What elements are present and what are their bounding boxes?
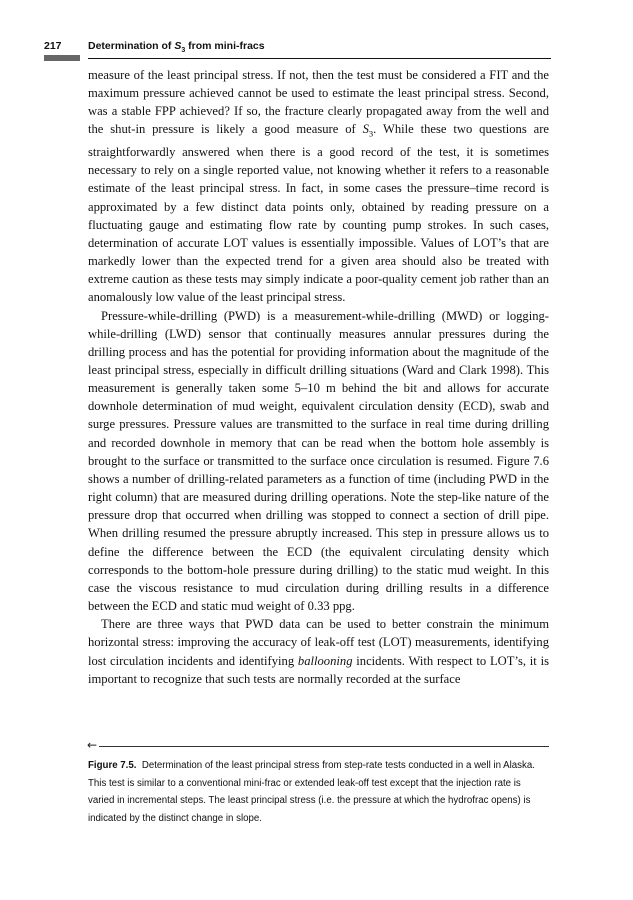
- paragraph-3-text-b: incidents. With respect to LOT’s, it is important to recognize that such tests are normally recorded at the surface: [88, 653, 549, 686]
- header-tab-bar: [44, 55, 80, 61]
- running-header: [44, 40, 551, 54]
- paragraph-2: Pressure-while-drilling (PWD) is a measurement-while-drilling (MWD) or logging-while-drilling (LWD) sensor that continually measures annular pressures during the drilling process and has the potential for providing information about the magnitude of the least principal stress, especially in difficult drilling situations (Ward and Clark 1998). This measurement is generally taken some 5–10 m behind the bit and allows for accurate downhole determination of mud weight, equivalent circulation density (ECD), swab and surge pressures. Pressure values are transmitted to the surface in real time during drilling and recorded downhole in memory that can be read when the bottom hole assembly is brought to the surface or transmitted to the surface once circulation is resumed. Figure 7.6 shows a number of drilling-related parameters as a function of time (including PWD in the right column) that are measured during drilling operations. Note the step-like nature of the pressure drop that occurred when drilling was stopped to connect a section of drill pipe. When drilling resumed the pressure abruptly increased. This step in pressure allows us to define the difference between the ECD (the equivalent circulating density which corresponds to the bottom-hole pressure during drilling) to the static mud weight. In this case the viscous resistance to mud circulation during drilling results in a difference between the ECD and static mud weight of 0.33 ppg.: [88, 308, 549, 614]
- figure-label: Figure 7.5.: [88, 760, 137, 771]
- paragraph-1-text-a: measure of the least principal stress. If not, then the test must be considered a FIT and the maximum pressure achieved cannot be used to estimate the least principal stress. Second, was a stable FPP achieved? If so, the fracture clearly propagated away from the well and the shut-in pressure is likely a good measure of: [88, 68, 549, 137]
- page-number: 217: [44, 40, 62, 52]
- running-title-symbol: S: [174, 40, 182, 52]
- paragraph-3: [88, 615, 549, 688]
- ballooning-term: ballooning: [297, 653, 353, 668]
- s3-symbol: S: [362, 122, 369, 137]
- s3-subscript: 3: [368, 128, 374, 139]
- running-title-subscript: 3: [181, 47, 186, 55]
- caption-rule: [99, 746, 549, 747]
- running-title: [88, 40, 265, 54]
- paragraph-1-text-b: . While these two questions are straightforwardly answered when there is a good record of the test, it is sometimes necessary to rely on a single reported value, not knowing whether it refers to a reasonable estimate of the least principal stress. In fact, in some cases the pressure–time record is approximated by a few distinct data points only, obtained by reading pressure on a fluctuating gauge and estimating flow rate by counting pump strokes. In such cases, determination of accurate LOT values is essentially impossible. Values of LOT’s that are markedly lower than the expected trend for a given area should also be treated with extreme caution as these tests may simply indicate a poor-quality cement job rather than an anomalously low value of the least principal stress.: [88, 122, 549, 305]
- caption-text: Determination of the least principal stress from step-rate tests conducted in a well in Alaska. This test is similar to a conventional mini-frac or extended leak-off test except that the injection rate is varied in incremental steps. The least principal stress (i.e. the pressure at which the hydrofrac opens) is indicated by the distinct change in slope.: [88, 760, 535, 824]
- paragraph-3-text-a: There are three ways that PWD data can be used to better constrain the minimum horizontal stress: improving the accuracy of leak-off test (LOT) measurements, identifying lost circulation incidents and identifying: [88, 617, 549, 668]
- running-title-prefix: Determination of: [88, 40, 175, 52]
- running-title-suffix: from mini-fracs: [185, 40, 265, 52]
- figure-caption: [88, 757, 549, 827]
- paragraph-1: [88, 66, 549, 307]
- back-arrow-icon: ←: [87, 738, 98, 752]
- header-rule: [88, 58, 551, 59]
- body-text: [88, 66, 549, 688]
